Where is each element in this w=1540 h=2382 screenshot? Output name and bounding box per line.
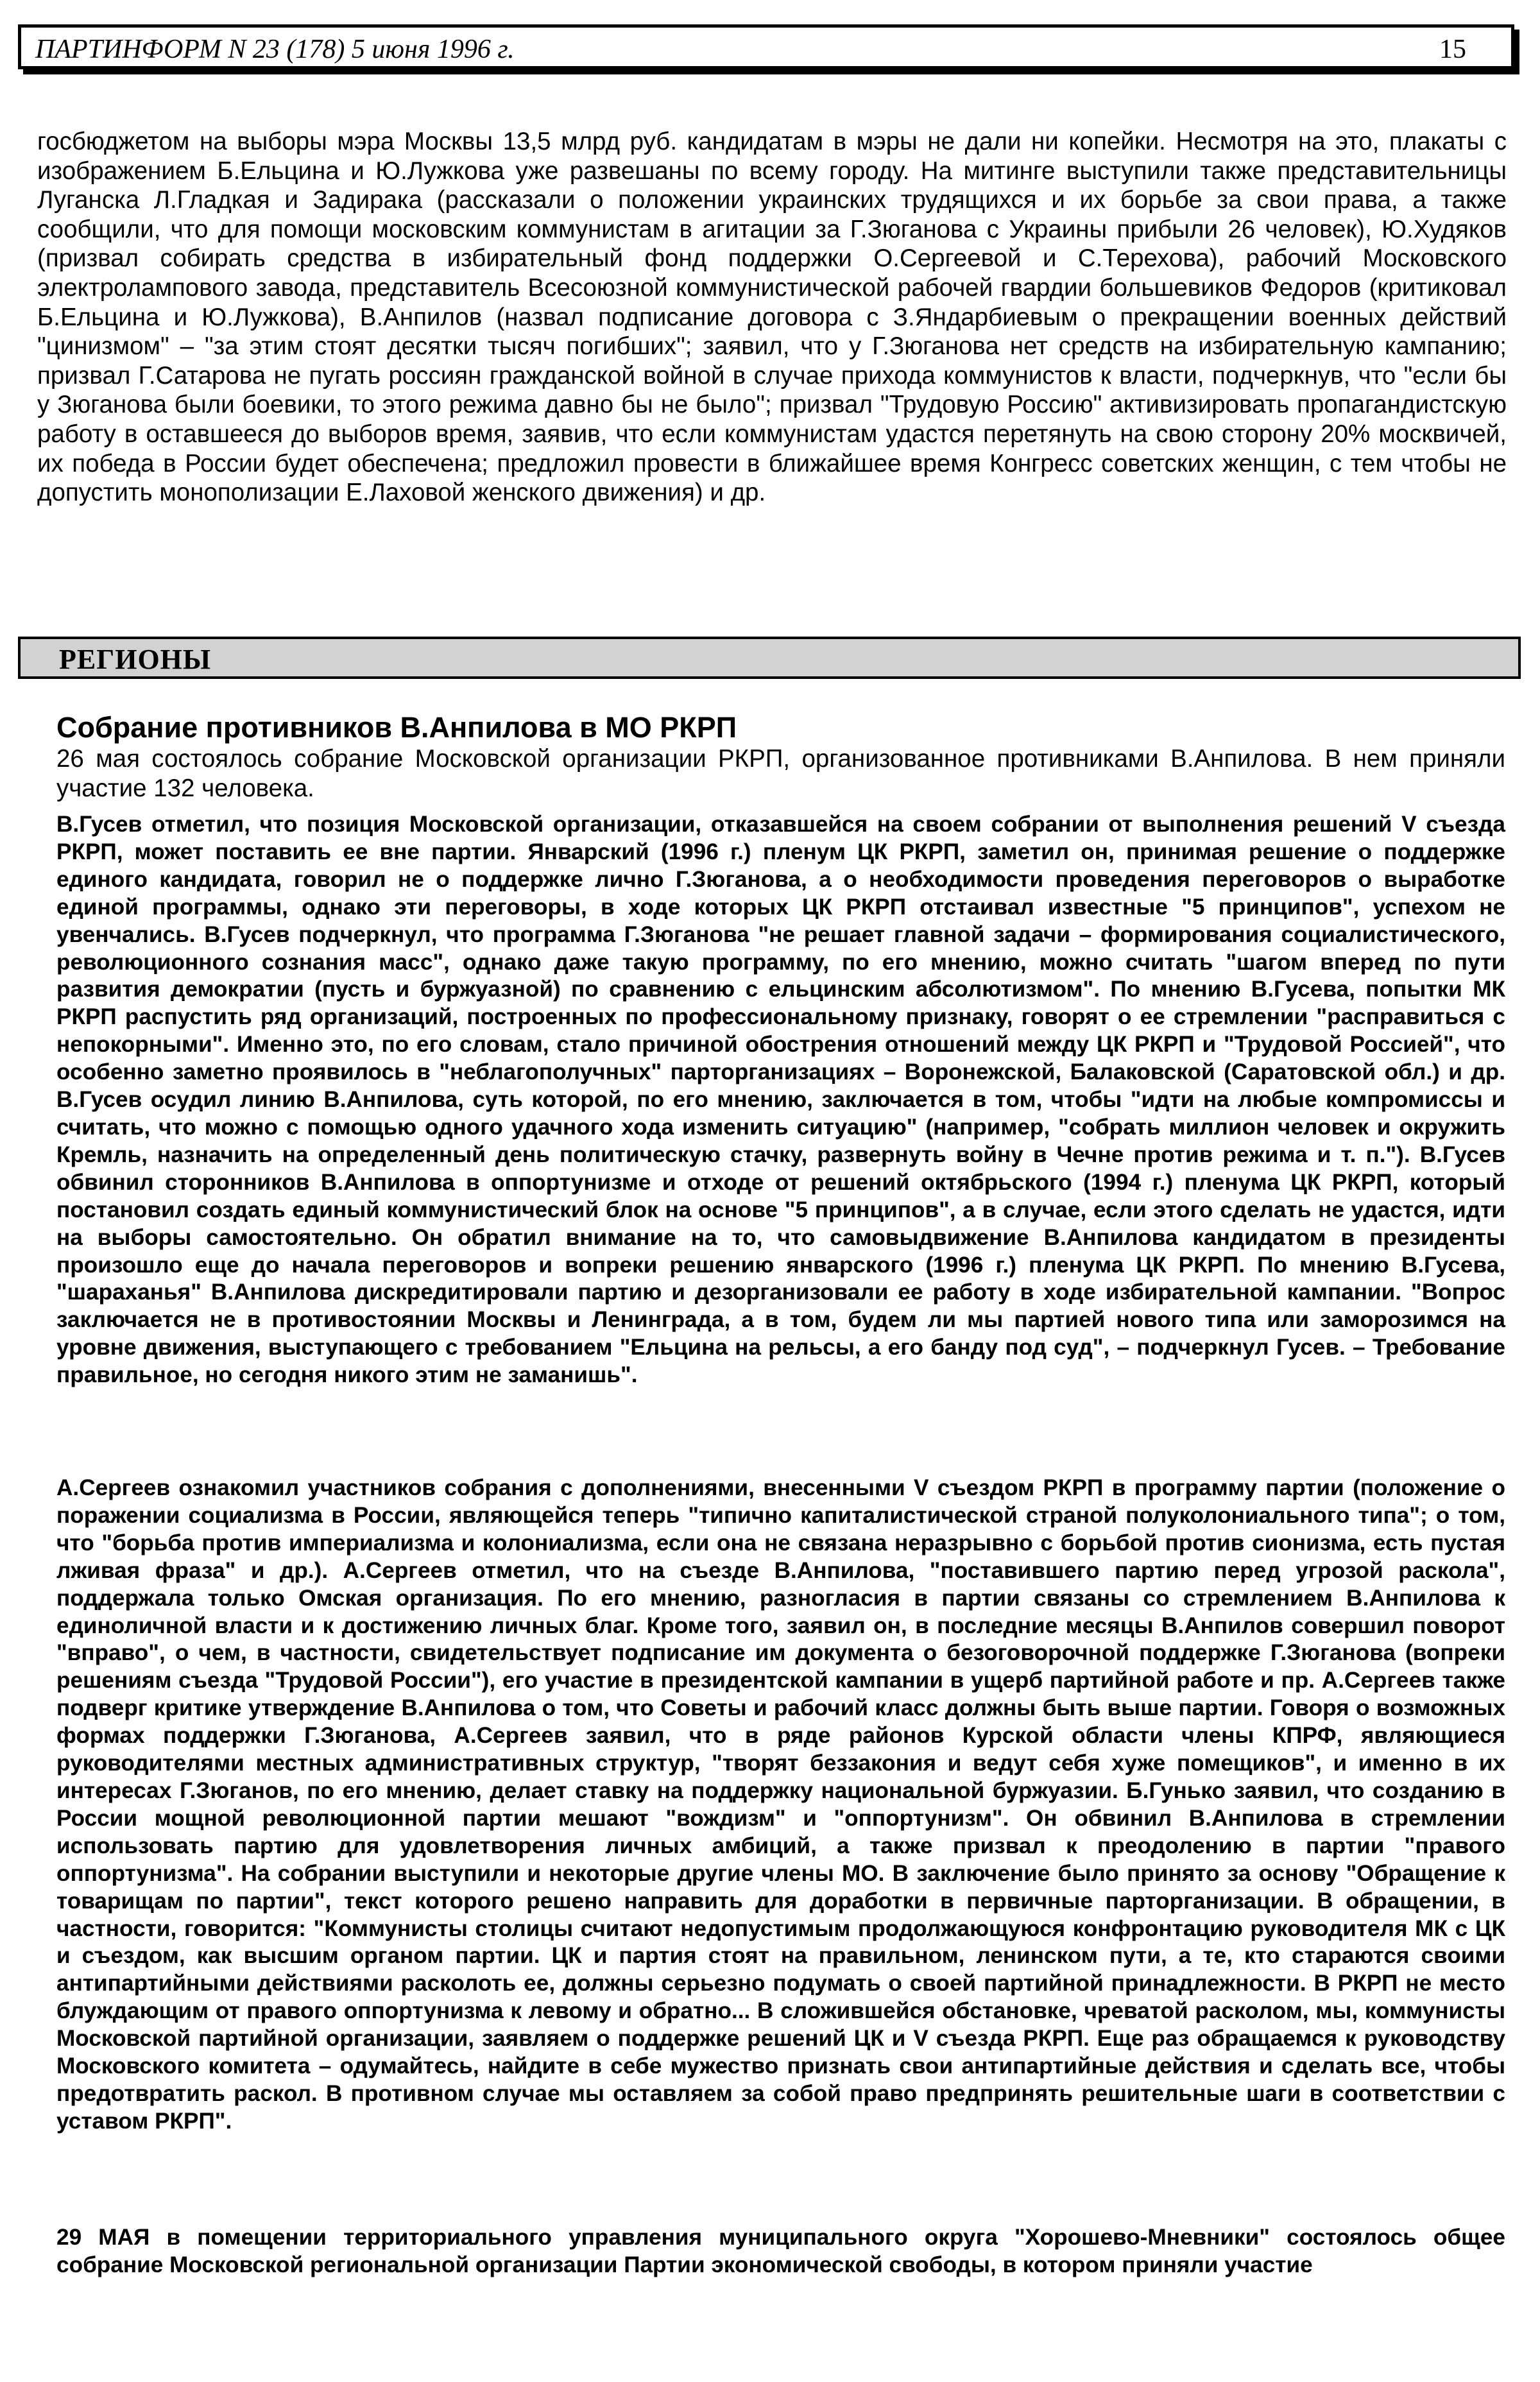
article-paragraph-2: А.Сергеев ознакомил участников собрания с дополнениями, внесенными V съездом РКРП в программу партии (положение о поражении социализма в России, являющейся теперь "типично капиталистической страной полуколониального типа"; о том, что "борьба против империализма и колониализма, если она не связана неразрывно с борьбой против сионизма, есть пустая лживая фраза" и др.). А.Сергеев отметил, что на съезде В.Анпилова, "поставившего партию перед угрозой раскола", поддержала только Омская организация. По его мнению, разногласия в партии связаны со стремлением В.Анпилова к единоличной власти и к достижению личных благ. Кроме того, заявил он, в последние месяцы В.Анпилов совершил поворот "вправо", о чем, в частности, свидетельствует подписание им документа о безоговорочной поддержке Г.Зюганова (вопреки решениям съезда "Трудовой России"), его участие в президентской кампании в ущерб партийной работе и пр. А.Сергеев также подверг критике утверждение В.Анпилова о том, что Советы и рабочий класс должны быть выше партии. Говоря о возможных формах поддержки Г.Зюганова, А.Сергеев заявил, что в ряде районов Курской области члены КПРФ, являющиеся руководителями местных административных структур, "творят беззакония и ведут себя хуже помещиков", и именно в их интересах Г.Зюганов, по его мнению, делает ставку на поддержку национальной буржуазии. Б.Гунько заявил, что созданию в России мощной революционной партии мешают "вождизм" и "оппортунизм". Он обвинил В.Анпилова в стремлении использовать партию для удовлетворения личных амбиций, а также призвал к преодолению в партии "правого оппортунизма". На собрании выступили и некоторые другие члены МО. В заключение было принято за основу "Обращение к товарищам по партии", текст которого решено направить для доработки в первичные парторганизации. В обращении, в частности, говорится: "Коммунисты столицы считают недопустимым продолжающуюся конфронтацию руководителя МК с ЦК и съездом, как высшим органом партии. ЦК и партия стоят на правильном, ленинском пути, а те, кто стараются своими антипартийными действиями расколоть ее, должны серьезно подумать о своей партийной принадлежности. В РКРП не место блуждающим от правого оппортунизма к левому и обратно... В сложившейся обстановке, чреватой расколом, мы, коммунисты Московской партийной организации, заявляем о поддержке решений ЦК и V съезда РКРП. Еще раз обращаемся к руководству Московского комитета – одумайтесь, найдите в себе мужество признать свои антипартийные действия и сделать все, чтобы предотвратить раскол. В противном случае мы оставляем за собой право предпринять решительные шаги в соответствии с уставом РКРП". — [56, 1475, 1505, 2134]
article-title: Собрание противников В.Анпилова в МО РКРП — [56, 711, 737, 744]
section-heading-bar — [18, 637, 1521, 679]
section-title: РЕГИОНЫ — [59, 644, 212, 675]
page-number: 15 — [1439, 35, 1466, 64]
next-item-paragraph: 29 МАЯ в помещении территориального управления муниципального округа "Хорошево-Мневники" состоялось общее собрание Московской региональной организации Партии экономической свободы, в котором приняли участие — [56, 2225, 1505, 2277]
page-header — [18, 24, 1514, 69]
publication-title: ПАРТИНФОРМ N 23 (178) 5 июня 1996 г. — [35, 35, 515, 64]
article-lead: 26 мая состоялось собрание Московской организации РКРП, организованное противниками В.Анпилова. В нем приняли участие 132 человека. — [56, 745, 1505, 802]
article-paragraph-1: В.Гусев отметил, что позиция Московской организации, отказавшейся на своем собрании от выполнения решений V съезда РКРП, может поставить ее вне партии. Январский (1996 г.) пленум ЦК РКРП, заметил он, принимая решение о поддержке единого кандидата, говорил не о поддержке лично Г.Зюганова, а о необходимости проведения переговоров о выработке единой программы, однако эти переговоры, в ходе которых ЦК РКРП отстаивал известные "5 принципов", успехом не увенчались. В.Гусев подчеркнул, что программа Г.Зюганова "не решает главной задачи – формирования социалистического, революционного сознания масс", однако даже такую программу, по его мнению, можно считать "шагом вперед по пути развития демократии (пусть и буржуазной) по сравнению с ельцинским абсолютизмом". По мнению В.Гусева, попытки МК РКРП распустить ряд организаций, построенных по профессиональному признаку, говорят о ее стремлении "расправиться с непокорными". Именно это, по его словам, стало причиной обострения отношений между ЦК РКРП и "Трудовой Россией", что особенно заметно проявилось в "неблагополучных" парторганизациях – Воронежской, Балаковской (Саратовской обл.) и др. В.Гусев осудил линию В.Анпилова, суть которой, по его мнению, заключается в том, чтобы "идти на любые компромиссы и считать, что можно с помощью одного удачного хода изменить ситуацию" (например, "собрать миллион человек и окружить Кремль, назначить на определенный день политическую стачку, развернуть войну в Чечне против режима и т. п."). В.Гусев обвинил сторонников В.Анпилова в оппортунизме и отходе от решений октябрьского (1994 г.) пленума ЦК РКРП, который постановил создать единый коммунистический блок на основе "5 принципов", а в случае, если этого сделать не удастся, идти на выборы самостоятельно. Он обратил внимание на то, что самовыдвижение В.Анпилова кандидатом в президенты произошло еще до начала переговоров и вопреки решению январского (1996 г.) пленума ЦК РКРП. По мнению В.Гусева, "шараханья" В.Анпилова дискредитировали партию и дезорганизовали ее работу в ходе избирательной кампании. "Вопрос заключается не в противостоянии Москвы и Ленинграда, а в том, будем ли мы партией нового типа или заморозимся на уровне движения, выступающего с требованием "Ельцина на рельсы, а его банду под суд", – подчеркнул Гусев. – Требование правильное, но сегодня никого этим не заманишь". — [56, 812, 1505, 1388]
intro-paragraph: госбюджетом на выборы мэра Москвы 13,5 млрд руб. кандидатам в мэры не дали ни копейки. Несмотря на это, плакаты с изображением Б.Ельцина и Ю.Лужкова уже развешаны по всему городу. На митинге выступили также представительницы Луганска Л.Гладкая и Задирака (рассказали о положении украинских трудящихся и их борьбе за свои права, а также сообщили, что для помощи московским коммунистам в агитации за Г.Зюганова с Украины прибыли 26 человек), Ю.Худяков (призвал собирать средства в избирательный фонд поддержки О.Сергеевой и С.Терехова), рабочий Московского электролампового завода, представитель Всесоюзной коммунистической рабочей гвардии большевиков Федоров (критиковал Б.Ельцина и Ю.Лужкова), В.Анпилов (назвал подписание договора с З.Яндарбиевым о прекращении военных действий "цинизмом" – "за этим стоят десятки тысяч погибших"; заявил, что у Г.Зюганова нет средств на избирательную кампанию; призвал Г.Сатарова не пугать россиян гражданской войной в случае прихода коммунистов к власти, подчеркнув, что "если бы у Зюганова были боевики, то этого режима давно бы не было"; призвал "Трудовую Россию" активизировать пропагандистскую работу в оставшееся до выборов время, заявив, что если коммунистам удастся перетянуть на свою сторону 20% москвичей, их победа в России будет обеспечена; предложил провести в ближайшее время Конгресс советских женщин, с тем чтобы не допустить монополизации Е.Лаховой женского движения) и др. — [37, 128, 1507, 507]
